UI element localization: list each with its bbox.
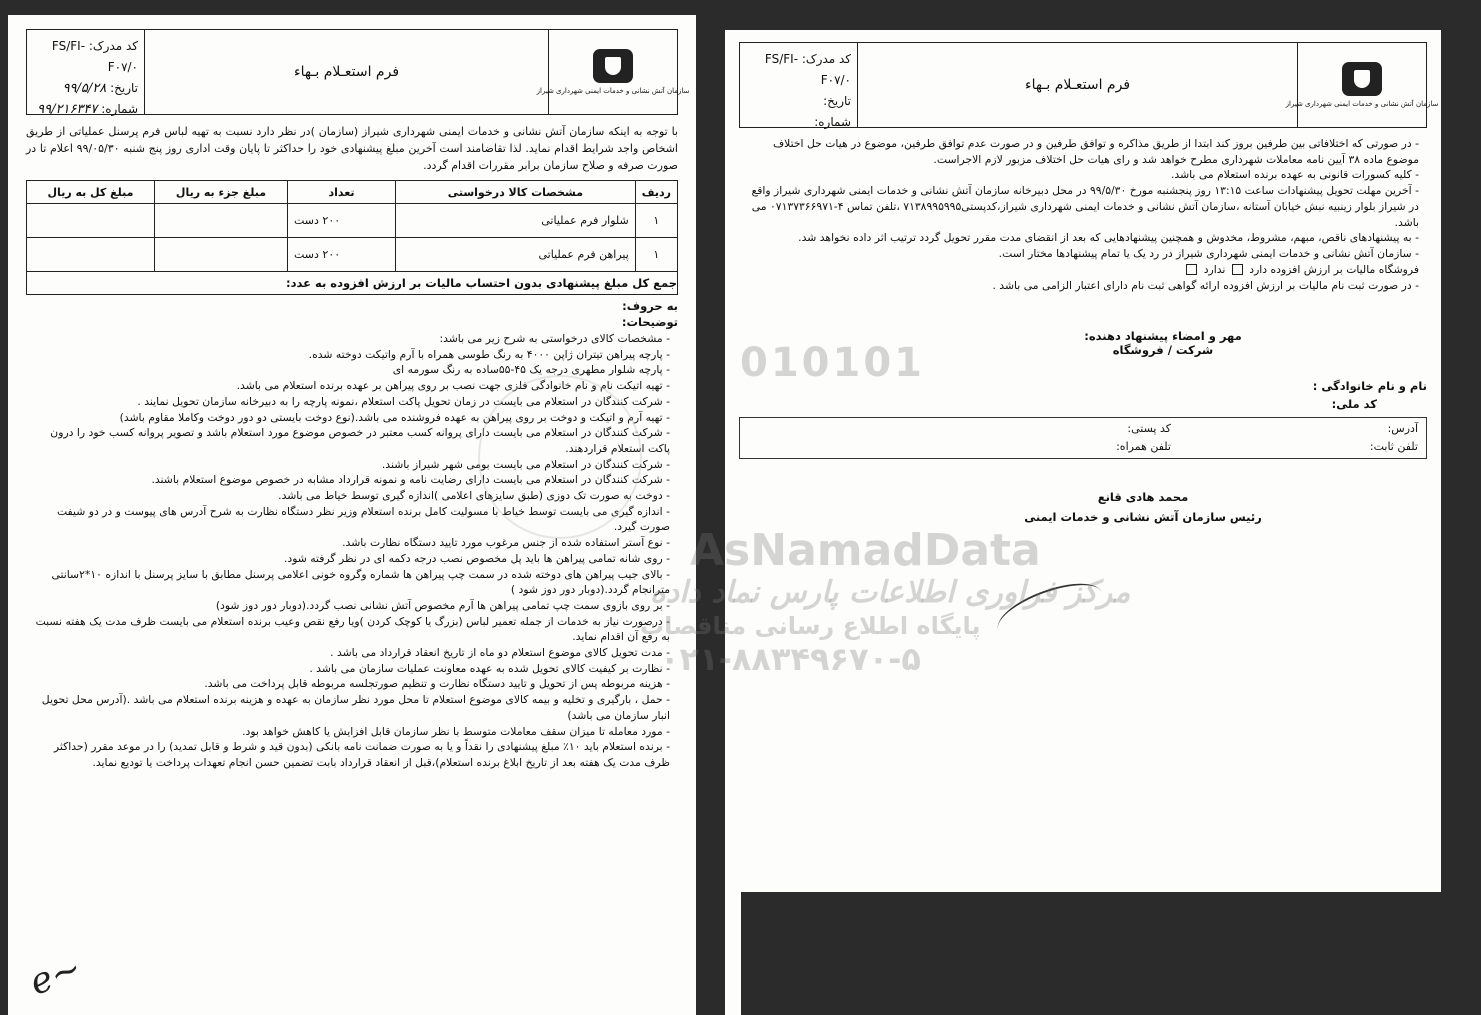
table-cell: شلوار فرم عملیاتی — [396, 204, 636, 238]
table-cell[interactable] — [155, 238, 288, 272]
list-item: - شرکت کنندگان در استعلام می بایست بومی شهر شیراز باشند. — [26, 457, 670, 473]
words-label: به حروف: — [622, 299, 678, 313]
table-cell[interactable] — [27, 204, 155, 238]
list-item: - پارچه پیراهن تیتران ژاپن ۴۰۰۰ به رنگ طوسی همراه با آرم واتیکت دوخته شده. — [26, 347, 670, 363]
name-label: نام و نام خانوادگی : — [1312, 379, 1427, 394]
notes-title: توضیحات: — [621, 315, 678, 329]
list-item: - تهیه اتیکت نام و نام خانوادگی فلزی جهت نصب بر روی پیراهن بر عهده برنده استعلام می باشد. — [26, 378, 670, 394]
intro-paragraph: با توجه به اینکه سازمان آتش نشانی و خدمات ایمنی شهرداری شیراز (سازمان )در نظر دارد نسبت به تهیه لباس فرم پرسنل عملیاتی از طریق اشخاص واجد شرایط اقدام نماید. لذا تقاضامند است آخرین مبلغ پیشنهادی خود را حداکثر تا پایان وقت اداری روز پنج شنبه ۹۹/۰۵/۳۰ اعلام تا در صورت صرفه و صلاح سازمان برابر مقررات اقدام گردد. — [26, 125, 678, 172]
list-item: - شرکت کنندگان در استعلام می بایست دارای رضایت نامه و نمونه قرارداد مشابه در خصوص موضوع استعلام باشند. — [26, 472, 670, 488]
org-logo — [536, 30, 690, 114]
list-item: - سازمان آتش نشانی و خدمات ایمنی شهرداری شیراز در رد یک یا تمام پیشنهادها مختار است. — [739, 246, 1419, 262]
list-item: - دوخت به صورت تک دوزی (طبق سایزهای اعلامی )اندازه گیری توسط خیاط می باشد. — [26, 488, 670, 504]
table-cell[interactable] — [27, 238, 155, 272]
contact-box — [739, 417, 1427, 459]
company-label: شرکت / فروشگاه — [1112, 343, 1214, 358]
date-value: ۹۹/۵/۲۸ — [62, 81, 107, 96]
code-value: FS/FI-F۰۷/۰ — [764, 52, 851, 87]
right-document-page — [725, 30, 1441, 892]
watermark-phone: ۰۲۱-۸۸۳۴۹۶۷۰-۵ — [660, 640, 921, 678]
org-logo — [1285, 43, 1439, 127]
vat-label: فروشگاه مالیات بر ارزش افزوده دارد — [1249, 262, 1419, 276]
list-item: - مدت تحویل کالای موضوع استعلام دو ماه از تاریخ انعقاد قرارداد می باشد . — [26, 645, 670, 661]
total-label: جمع کل مبلغ پیشنهادی بدون احتساب مالیات بر ارزش افزوده به عدد: — [286, 276, 677, 290]
list-item: - اندازه گیری می بایست توسط خیاط با مسولیت کامل برنده استعلام وزیر نظر دستگاه نظارت به شرح آدرس های پیوست و در دو شیفت صورت گیرد. — [26, 504, 670, 535]
watermark-line2: پایگاه اطلاع رسانی مناقصات — [640, 612, 981, 640]
form-title: فرم استعـلام بـهاء — [294, 64, 400, 80]
list-item: - برنده استعلام باید ۱۰٪ مبلغ پیشنهادی را نقداً و یا به صورت ضمانت نامه بانکی (بدون قید و شرط و قابل تمدید) را در موعد مقرر (حداکثر ظرف مدت یک هفته بعد از تاریخ ابلاغ برنده استعلام)،قبل از انعقاد قرارداد بابت تضمین حسن انجام تعهدات پرداخت یا تودیع نماید. — [26, 739, 670, 770]
fire-department-logo-icon — [593, 49, 633, 83]
list-item: - روی شانه تمامی پیراهن ها باید پل مخصوص نصب درجه دکمه ای در نظر گرفته شود. — [26, 551, 670, 567]
signer-block — [739, 487, 1427, 527]
form-title: فرم استعـلام بـهاء — [1025, 77, 1131, 93]
list-item: - نوع آستر استفاده شده از جنس مرغوب مورد تایید دستگاه نظارت باشد. — [26, 535, 670, 551]
left-doc-meta — [27, 30, 145, 117]
table-cell: ۱ — [635, 238, 677, 272]
items-table — [26, 180, 678, 272]
signer-title: رئیس سازمان آتش نشانی و خدمات ایمنی — [1024, 510, 1262, 525]
national-id-label: کد ملی: — [1331, 397, 1377, 412]
code-label: کد مدرک: — [801, 52, 851, 66]
number-value: ۹۹/۲۱۶۳۴۷ — [37, 102, 98, 117]
total-row — [26, 272, 678, 295]
mobile-label: تلفن همراه: — [1116, 440, 1171, 454]
code-label: کد مدرک: — [88, 39, 138, 53]
table-cell: ۲۰۰ دست — [288, 238, 396, 272]
vat-note-list — [739, 278, 1427, 294]
left-form-header — [26, 29, 690, 117]
list-item: - مورد معامله تا میزان سقف معاملات متوسط با نظر سازمان قابل افزایش یا کاهش خواهد بود. — [26, 724, 670, 740]
right-form-header — [739, 42, 1439, 129]
list-item: - آخرین مهلت تحویل پیشنهادات ساعت ۱۳:۱۵ روز پنجشنبه مورخ ۹۹/۵/۳۰ در محل دبیرخانه سازمان آتش نشانی و خدمات ایمنی شهرداری شیراز واقع در شیراز بلوار زینبیه نبش خیابان آستانه ،سازمان آتش نشانی و خدمات ایمنی شهرداری شیراز،کدپستی۷۱۳۸۹۹۵۹۹۵ ،تلفن تماس ۴-۰۷۱۳۷۳۶۶۹۷۱ می باشد. — [739, 183, 1419, 230]
watermark-brand: AsNamadData — [690, 525, 1041, 576]
vat-no-label: ندارد — [1203, 262, 1226, 276]
signer-name: محمد هادی قانع — [1097, 490, 1189, 505]
list-item: - پارچه شلوار مطهری درجه یک ۴۵-۵۵ساده به رنگ سورمه ای — [26, 362, 670, 378]
list-item: - بالای جیب پیراهن های دوخته شده در سمت چپ پیراهن ها شماره وگروه خونی اعلامی پرسنل مطابق با سایز پرسنل با اندازه ۱۰*۲سانتی مترانجام گردد.(دوبار دور دوز شود ) — [26, 567, 670, 598]
list-item: - بر روی بازوی سمت چپ تمامی پیراهن ها آرم مخصوص آتش نشانی نصب گردد.(دوبار دور دوز شود) — [26, 598, 670, 614]
number-label: شماره: — [814, 115, 851, 129]
right-doc-meta — [740, 43, 858, 127]
list-item: - به پیشنهادهای ناقص، مبهم، مشروط، مخدوش و همچنین پیشنهادهایی که بعد از انقضای مدت مقرر تحویل گردد ترتیب اثر داده نخواهد شد. — [739, 230, 1419, 246]
table-row — [27, 204, 678, 238]
list-item: - کلیه کسورات قانونی به عهده برنده استعلام می باشد. — [739, 167, 1419, 183]
list-item: - تهیه آرم و اتیکت و دوخت بر روی پیراهن به عهده فروشنده می باشد.(نوع دوخت بایستی دو دور دوخت وکاملا مقاوم باشد) — [26, 410, 670, 426]
watermark-digits: 010101 — [740, 340, 925, 386]
page-edge — [725, 892, 741, 1015]
col-spec: مشخصات کالا درخواستی — [396, 181, 636, 204]
seal-label: مهر و امضاء پیشنهاد دهنده: — [1084, 329, 1242, 344]
table-row — [27, 238, 678, 272]
left-document-page — [8, 15, 696, 1015]
date-label: تاریخ: — [823, 94, 851, 108]
watermark-line1: مرکز فراوری اطلاعات پارس نماد داده — [650, 575, 1131, 610]
col-row: ردیف — [635, 181, 677, 204]
list-item: - نظارت بر کیفیت کالای تحویل شده به عهده معاونت عملیات سازمان می باشد . — [26, 661, 670, 677]
phone-label: تلفن ثابت: — [1369, 440, 1418, 454]
vat-question — [739, 262, 1427, 278]
list-item: - شرکت کنندگان در استعلام می بایست در زمان تحویل پاکت استعلام ،نمونه پارچه را به دبیرخانه سازمان تحویل نمایند . — [26, 394, 670, 410]
fire-department-logo-icon — [1342, 62, 1382, 96]
address-label: آدرس: — [1387, 422, 1418, 436]
list-item: - درصورت نیاز به خدمات از جمله تعمیر لباس (بزرگ یا کوچک کردن )ویا رفع نقص وعیب برنده استعلام می بایست ظرف مدت یک هفته نسبت به رفع آن اقدام نماید. — [26, 614, 670, 645]
handwritten-scribble: e~ — [24, 947, 87, 1004]
col-total-price: مبلغ کل به ریال — [27, 181, 155, 204]
list-item: - حمل ، بارگیری و تخلیه و بیمه کالای موضوع استعلام تا محل مورد نظر سازمان به عهده و هزینه برنده استعلام می باشد .(آدرس محل تحویل انبار سازمان می باشد) — [26, 692, 670, 723]
postal-code-label: کد پستی: — [1127, 422, 1171, 436]
table-cell: ۱ — [635, 204, 677, 238]
list-item: - در صورتی که اختلافاتی بین طرفین بروز کند ابتدا از طریق مذاکره و توافق طرفین و در صورت عدم توافق طرفین، موضوع در هیات حل اختلاف موضوع ماده ۳۸ آیین نامه معاملات شهرداری مطرح خواهد شد و رای هیات حل اختلاف مزبور لازم الاجراست. — [739, 136, 1419, 167]
col-unit-price: مبلغ جزء به ریال — [155, 181, 288, 204]
vat-no-checkbox[interactable] — [1186, 264, 1197, 275]
list-item: - در صورت ثبت نام مالیات بر ارزش افزوده ارائه گواهی ثبت نام دارای اعتبار الزامی می باشد . — [739, 278, 1419, 294]
date-label: تاریخ: — [110, 81, 138, 95]
table-cell: پیراهن فرم عملیاتی — [396, 238, 636, 272]
vat-yes-checkbox[interactable] — [1232, 264, 1243, 275]
org-name: سازمان آتش نشانی و خدمات ایمنی شهرداری شیراز — [536, 87, 690, 95]
terms-list — [739, 136, 1427, 262]
faint-stamp-seal — [478, 375, 642, 539]
number-label: شماره: — [101, 102, 138, 116]
col-qty: تعداد — [288, 181, 396, 204]
org-name: سازمان آتش نشانی و خدمات ایمنی شهرداری شیراز — [1285, 100, 1439, 108]
list-item: - شرکت کنندگان در استعلام می بایست دارای پروانه کسب معتبر در خصوص موضوع مورد استعلام باشد و تصویر پروانه کسب خود را درون پاکت استعلام قراردهند. — [26, 425, 670, 456]
table-cell[interactable] — [155, 204, 288, 238]
list-item: - مشخصات کالای درخواستی به شرح زیر می باشد: — [26, 331, 670, 347]
table-header-row — [27, 181, 678, 204]
list-item: - هزینه مربوطه پس از تحویل و تایید دستگاه نظارت و تنظیم صورتجلسه مربوطه قابل پرداخت می باشد. — [26, 676, 670, 692]
table-cell: ۲۰۰ دست — [288, 204, 396, 238]
code-value: FS/FI-F۰۷/۰ — [51, 39, 138, 74]
